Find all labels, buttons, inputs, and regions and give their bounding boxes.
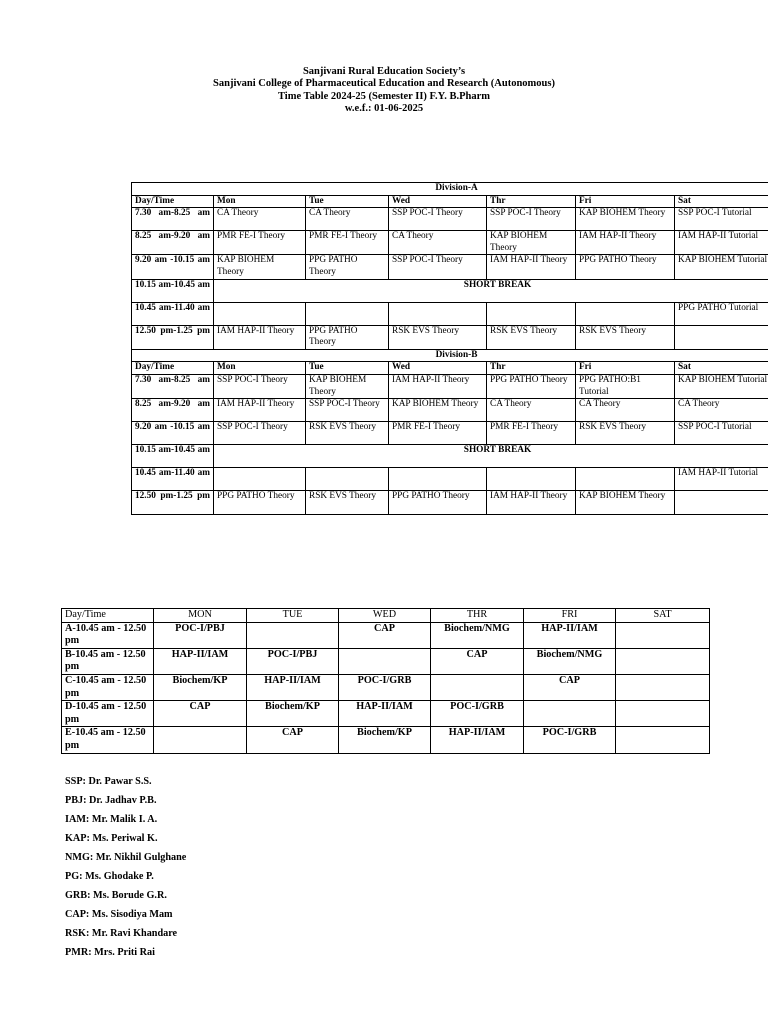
timetable-cell: RSK EVS Theory [576, 422, 675, 445]
batch-cell: Biochem/NMG [524, 648, 616, 674]
batch-cell: POC-I/GRB [524, 727, 616, 753]
timetable-row [132, 445, 768, 468]
timetable-cell: SSP POC-I Theory [487, 208, 576, 231]
timetable-cell: CA Theory [306, 208, 389, 231]
batch-column-header: WED [339, 609, 431, 623]
column-header: Wed [389, 362, 487, 375]
time-slot: 10.45 am-11.40 am [132, 468, 214, 491]
document-header [0, 66, 768, 115]
legend-item: PMR: Mrs. Priti Rai [65, 947, 155, 958]
batch-time: D-10.45 am - 12.50 pm [62, 701, 154, 727]
timetable-cell: PPG PATHO Theory [389, 491, 487, 515]
timetable-cell: KAP BIOHEM Tutorial [675, 374, 768, 398]
timetable-cell: KAP BIOHEM Theory [214, 255, 306, 279]
legend-item: PBJ: Dr. Jadhav P.B. [65, 795, 157, 806]
timetable-cell: IAM HAP-II Tutorial [675, 468, 768, 491]
division-title: Division-B [132, 349, 768, 362]
column-header: Fri [576, 362, 675, 375]
timetable-cell: PPG PATHO Theory [214, 491, 306, 515]
timetable-row [132, 374, 768, 398]
batch-cell [616, 622, 710, 648]
batch-cell: POC-I/GRB [339, 674, 431, 700]
timetable-cell: KAP BIOHEM Theory [576, 491, 675, 515]
society-name: Sanjivani Rural Education Society’s [302, 66, 466, 77]
effective-date: w.e.f.: 01-06-2025 [344, 102, 424, 114]
timetable-row [132, 325, 768, 349]
timetable-cell: CA Theory [389, 231, 487, 255]
batch-time: A-10.45 am - 12.50 pm [62, 622, 154, 648]
timetable-cell: RSK EVS Theory [389, 325, 487, 349]
timetable-cell: SSP POC-I Theory [214, 422, 306, 445]
division-title: Division-A [132, 183, 768, 196]
batch-row [62, 727, 710, 753]
legend-item: GRB: Ms. Borude G.R. [65, 890, 167, 901]
column-header: Day/Time [132, 362, 214, 375]
batch-cell: HAP-II/IAM [524, 622, 616, 648]
batch-cell: HAP-II/IAM [339, 701, 431, 727]
timetable-row [132, 422, 768, 445]
timetable-cell: IAM HAP-II Theory [389, 374, 487, 398]
timetable-cell: PPG PATHO Tutorial [675, 302, 768, 325]
batch-cell [616, 727, 710, 753]
timetable-cell: IAM HAP-II Theory [214, 325, 306, 349]
college-name: Sanjivani College of Pharmaceutical Education and Research (Autonomous) [213, 78, 555, 90]
batch-cell: Biochem/KP [154, 674, 247, 700]
time-slot: 7.30 am-8.25 am [132, 374, 214, 398]
legend-item: IAM: Mr. Malik I. A. [65, 814, 158, 825]
time-slot: 9.20 am -10.15 am [132, 422, 214, 445]
timetable-cell: RSK EVS Theory [306, 422, 389, 445]
timetable-cell: CA Theory [675, 399, 768, 422]
timetable-cell [389, 468, 487, 491]
batch-time: B-10.45 am - 12.50 pm [62, 648, 154, 674]
batch-cell: HAP-II/IAM [431, 727, 524, 753]
timetable-cell: KAP BIOHEM Theory [306, 374, 389, 398]
timetable-cell [576, 302, 675, 325]
timetable-cell: PMR FE-I Theory [214, 231, 306, 255]
timetable-cell: CA Theory [576, 399, 675, 422]
batch-row [62, 674, 710, 700]
batch-cell: POC-I/PBJ [247, 648, 339, 674]
timetable-cell: KAP BIOHEM Theory [576, 208, 675, 231]
batch-cell [616, 674, 710, 700]
time-slot: 10.15 am-10.45 am [132, 445, 214, 468]
timetable-cell: PPG PATHO Theory [487, 374, 576, 398]
column-header: Mon [214, 362, 306, 375]
short-break: SHORT BREAK [214, 445, 768, 468]
time-slot: 8.25 am-9.20 am [132, 231, 214, 255]
batch-cell: POC-I/PBJ [154, 622, 247, 648]
timetable-row [132, 255, 768, 279]
time-slot: 10.45 am-11.40 am [132, 302, 214, 325]
timetable-row [132, 491, 768, 515]
timetable-cell: PMR FE-I Theory [389, 422, 487, 445]
timetable-cell: PPG PATHO Theory [306, 255, 389, 279]
batch-cell: HAP-II/IAM [247, 674, 339, 700]
timetable-row [132, 468, 768, 491]
batch-cell: Biochem/KP [339, 727, 431, 753]
timetable-row [132, 208, 768, 231]
column-header: Fri [576, 195, 675, 208]
batch-cell [431, 674, 524, 700]
batch-row [62, 622, 710, 648]
timetable-cell: KAP BIOHEM Theory [487, 231, 576, 255]
legend-item: KAP: Ms. Periwal K. [65, 833, 158, 844]
batch-cell: CAP [247, 727, 339, 753]
batch-column-header: Day/Time [62, 609, 154, 623]
batch-column-header: TUE [247, 609, 339, 623]
timetable-cell: CA Theory [487, 399, 576, 422]
batch-row [62, 648, 710, 674]
batch-cell [616, 701, 710, 727]
timetable-cell: PMR FE-I Theory [306, 231, 389, 255]
legend-item: NMG: Mr. Nikhil Gulghane [65, 852, 187, 863]
timetable-cell: KAP BIOHEM Tutorial [675, 255, 768, 279]
column-header: Tue [306, 195, 389, 208]
timetable-cell [306, 468, 389, 491]
timetable-cell: SSP POC-I Tutorial [675, 422, 768, 445]
batch-row [62, 701, 710, 727]
column-header-row [132, 362, 768, 375]
legend-item: SSP: Dr. Pawar S.S. [65, 776, 152, 787]
timetable-cell: IAM HAP-II Tutorial [675, 231, 768, 255]
timetable-cell: IAM HAP-II Theory [214, 399, 306, 422]
batch-cell: Biochem/NMG [431, 622, 524, 648]
timetable-cell: PMR FE-I Theory [487, 422, 576, 445]
timetable-cell: SSP POC-I Tutorial [675, 208, 768, 231]
short-break: SHORT BREAK [214, 279, 768, 302]
column-header: Wed [389, 195, 487, 208]
column-header: Sat [675, 362, 768, 375]
batch-header-row [62, 609, 710, 623]
timetable-cell [675, 325, 768, 349]
time-slot: 12.50 pm-1.25 pm [132, 491, 214, 515]
timetable-cell [487, 302, 576, 325]
legend-item: RSK: Mr. Ravi Khandare [65, 928, 178, 939]
time-slot: 8.25 am-9.20 am [132, 399, 214, 422]
column-header: Day/Time [132, 195, 214, 208]
batch-column-header: MON [154, 609, 247, 623]
timetable-cell: KAP BIOHEM Theory [389, 399, 487, 422]
column-header: Mon [214, 195, 306, 208]
batch-cell: Biochem/KP [247, 701, 339, 727]
batch-column-header: FRI [524, 609, 616, 623]
timetable-cell: SSP POC-I Theory [306, 399, 389, 422]
timetable-cell: PPG PATHO Theory [306, 325, 389, 349]
timetable-cell: SSP POC-I Theory [214, 374, 306, 398]
timetable-cell [487, 468, 576, 491]
batch-time: C-10.45 am - 12.50 pm [62, 674, 154, 700]
batch-cell: CAP [339, 622, 431, 648]
batch-column-header: SAT [616, 609, 710, 623]
time-slot: 12.50 pm-1.25 pm [132, 325, 214, 349]
timetable-row [132, 279, 768, 302]
batch-cell: CAP [524, 674, 616, 700]
division-header-row [132, 349, 768, 362]
timetable-cell [576, 468, 675, 491]
batch-cell: HAP-II/IAM [154, 648, 247, 674]
practical-batch-table [61, 608, 710, 754]
batch-cell: CAP [431, 648, 524, 674]
timetable-cell: PPG PATHO:B1 Tutorial [576, 374, 675, 398]
timetable-row [132, 302, 768, 325]
division-header-row [132, 183, 768, 196]
column-header: Thr [487, 195, 576, 208]
timetable-row [132, 399, 768, 422]
faculty-legend [65, 775, 186, 965]
batch-cell [524, 701, 616, 727]
timetable-cell: PPG PATHO Theory [576, 255, 675, 279]
timetable-cell: SSP POC-I Theory [389, 208, 487, 231]
timetable-cell [306, 302, 389, 325]
division-timetable [131, 182, 768, 515]
timetable-cell: IAM HAP-II Theory [487, 255, 576, 279]
timetable-cell: RSK EVS Theory [487, 325, 576, 349]
timetable-cell: IAM HAP-II Theory [487, 491, 576, 515]
timetable-cell: SSP POC-I Theory [389, 255, 487, 279]
timetable-cell [214, 468, 306, 491]
timetable-cell: IAM HAP-II Theory [576, 231, 675, 255]
batch-cell [339, 648, 431, 674]
legend-item: CAP: Ms. Sisodiya Mam [65, 909, 173, 920]
timetable-cell [675, 491, 768, 515]
timetable-row [132, 231, 768, 255]
time-slot: 9.20 am -10.15 am [132, 255, 214, 279]
batch-cell: CAP [154, 701, 247, 727]
batch-time: E-10.45 am - 12.50 pm [62, 727, 154, 753]
column-header: Sat [675, 195, 768, 208]
time-slot: 10.15 am-10.45 am [132, 279, 214, 302]
column-header: Tue [306, 362, 389, 375]
batch-cell: POC-I/GRB [431, 701, 524, 727]
batch-column-header: THR [431, 609, 524, 623]
time-slot: 7.30 am-8.25 am [132, 208, 214, 231]
batch-cell [247, 622, 339, 648]
timetable-cell: RSK EVS Theory [306, 491, 389, 515]
batch-cell [616, 648, 710, 674]
timetable-cell [214, 302, 306, 325]
timetable-cell: RSK EVS Theory [576, 325, 675, 349]
timetable-cell [389, 302, 487, 325]
timetable-cell: CA Theory [214, 208, 306, 231]
batch-cell [154, 727, 247, 753]
legend-item: PG: Ms. Ghodake P. [65, 871, 154, 882]
timetable-title: Time Table 2024-25 (Semester II) F.Y. B.Pharm [277, 90, 491, 102]
column-header-row [132, 195, 768, 208]
column-header: Thr [487, 362, 576, 375]
